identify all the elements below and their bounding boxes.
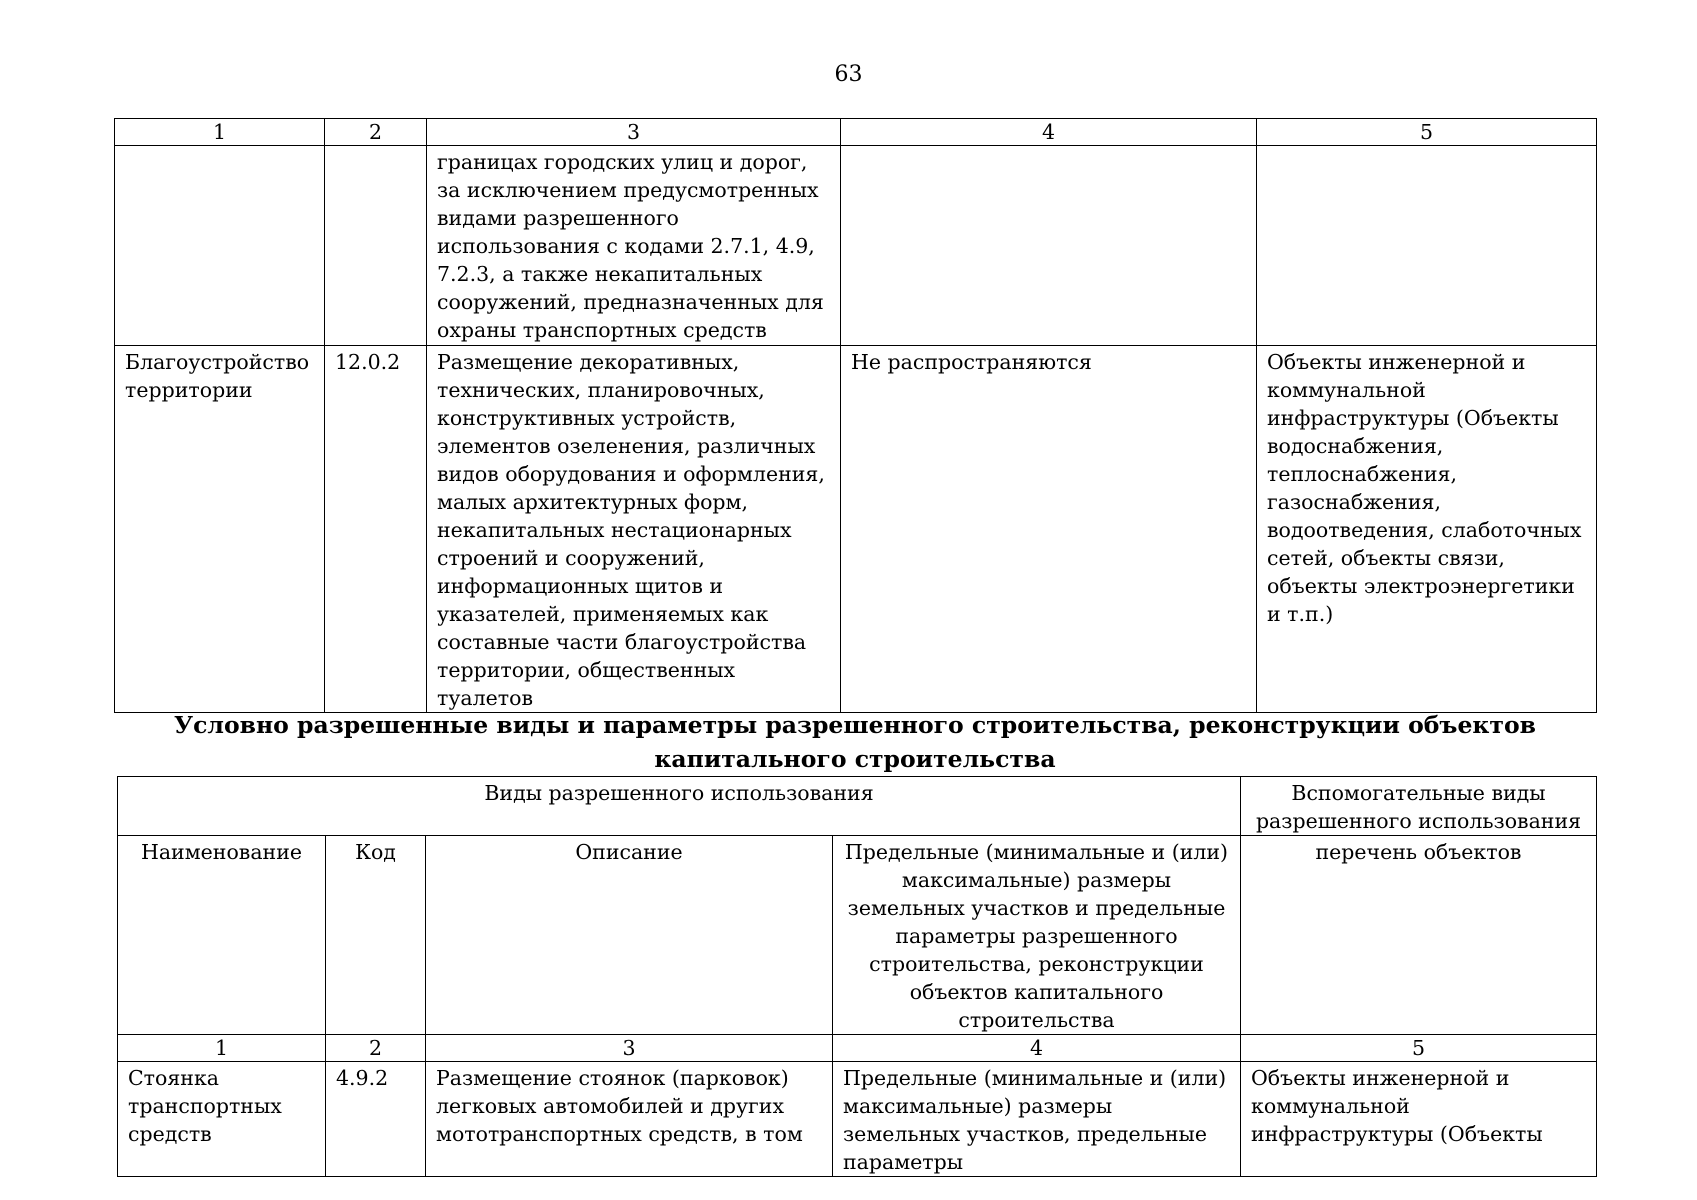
group-header-row [118, 777, 1597, 836]
column-header-row [118, 836, 1597, 1035]
table-row [115, 346, 1597, 713]
column-number: 5 [1257, 119, 1597, 146]
parameters-cell: Не распространяются [841, 346, 1257, 713]
header-name: Наименование [118, 836, 326, 1035]
auxiliary-uses-cell: Объекты инженерной и коммунальной инфраструктуры (Объекты [1241, 1062, 1597, 1177]
parameters-cell [841, 146, 1257, 346]
column-number: 4 [841, 119, 1257, 146]
page-number: 63 [834, 62, 863, 87]
column-number: 3 [427, 119, 841, 146]
auxiliary-uses-cell [1257, 146, 1597, 346]
column-number: 1 [115, 119, 325, 146]
permitted-uses-table-continuation [114, 118, 1597, 713]
column-number: 3 [426, 1035, 833, 1062]
header-description: Описание [426, 836, 833, 1035]
column-number: 1 [118, 1035, 326, 1062]
use-code-cell [325, 146, 427, 346]
use-code-cell: 4.9.2 [326, 1062, 426, 1177]
column-number: 5 [1241, 1035, 1597, 1062]
table-row [118, 1062, 1597, 1177]
column-number: 4 [833, 1035, 1241, 1062]
column-number-row [118, 1035, 1597, 1062]
use-name-cell: Стоянка транспортных средств [118, 1062, 326, 1177]
group-header-main: Виды разрешенного использования [118, 777, 1241, 836]
header-code: Код [326, 836, 426, 1035]
use-code-cell: 12.0.2 [325, 346, 427, 713]
column-number-row [115, 119, 1597, 146]
use-name-cell: Благоустройство территории [115, 346, 325, 713]
use-name-cell [115, 146, 325, 346]
auxiliary-uses-cell: Объекты инженерной и коммунальной инфраструктуры (Объекты водоснабжения, теплоснабжения, газоснабжения, водоотведения, слаботочных сетей, объекты связи, объекты электроэнергетики и т.п.) [1257, 346, 1597, 713]
table-row [115, 146, 1597, 346]
header-parameters: Предельные (минимальные и (или) максимальные) размеры земельных участков и предельные параметры разрешенного строительства, реконструкции объектов капитального строительства [833, 836, 1241, 1035]
header-auxiliary: перечень объектов [1241, 836, 1597, 1035]
group-header-auxiliary: Вспомогательные виды разрешенного использования [1241, 777, 1597, 836]
section-title: Условно разрешенные виды и параметры разрешенного строительства, реконструкции объектов капитального строительства [174, 711, 1536, 773]
conditionally-permitted-uses-table [117, 776, 1597, 1177]
parameters-cell: Предельные (минимальные и (или) максимальные) размеры земельных участков, предельные параметры [833, 1062, 1241, 1177]
column-number: 2 [326, 1035, 426, 1062]
use-description-cell: Размещение декоративных, технических, планировочных, конструктивных устройств, элементов озеленения, различных видов оборудования и оформления, малых архитектурных форм, некапитальных нестационарных строений и сооружений, информационных щитов и указателей, применяемых как составные части благоустройства территории, общественных туалетов [427, 346, 841, 713]
column-number: 2 [325, 119, 427, 146]
use-description-cell: Размещение стоянок (парковок) легковых автомобилей и других мототранспортных средств, в том [426, 1062, 833, 1177]
use-description-cell: границах городских улиц и дорог, за исключением предусмотренных видами разрешенного использования с кодами 2.7.1, 4.9, 7.2.3, а также некапитальных сооружений, предназначенных для охраны транспортных средств [427, 146, 841, 346]
